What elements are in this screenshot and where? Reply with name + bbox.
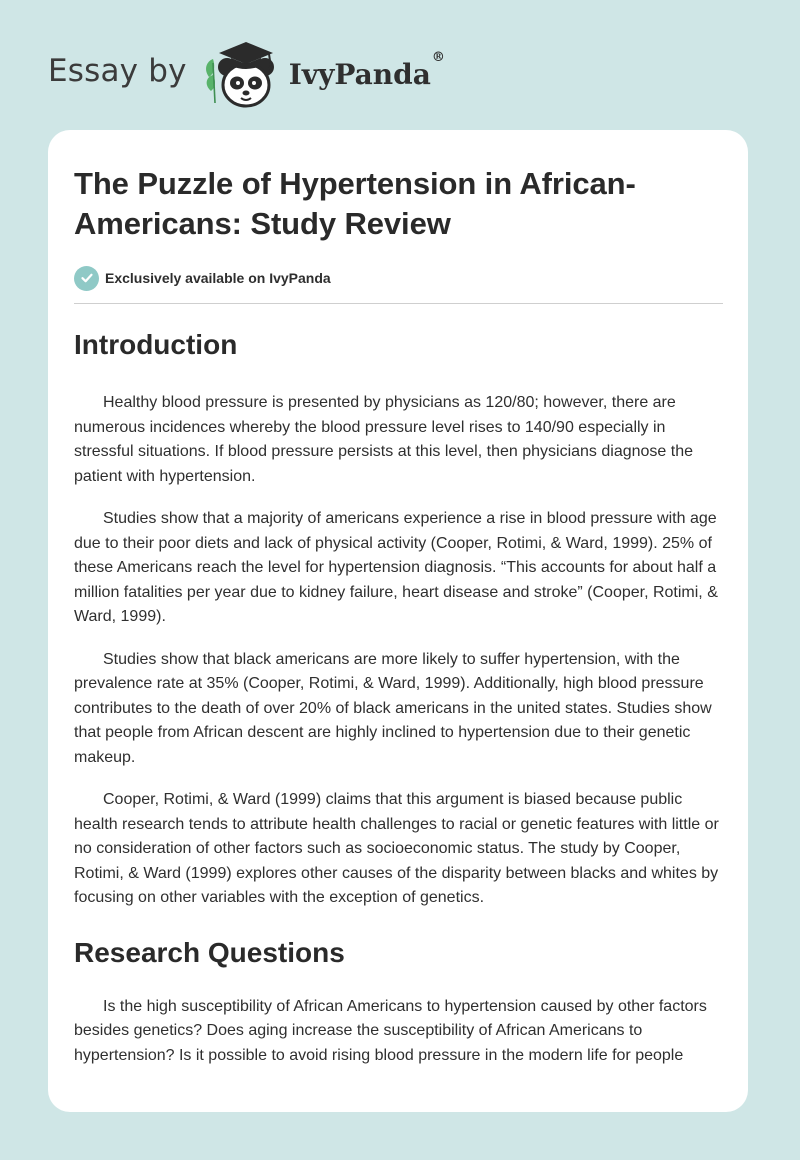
panda-logo-icon[interactable] <box>201 33 285 113</box>
paragraph: Healthy blood pressure is presented by physicians as 120/80; however, there are numerous incidences whereby the blood pressure level rises to 140/90 especially in stressful situations. If blood pressure persists at this level, then physicians diagnose the patient with hypertension. <box>74 394 693 485</box>
section-heading-research-questions: Research Questions <box>74 936 345 968</box>
essay-by-label: Essay by <box>48 53 187 89</box>
title-divider <box>74 303 723 304</box>
registered-mark: ® <box>431 50 445 66</box>
brand-name[interactable] <box>288 50 445 91</box>
paragraph: Studies show that black americans are more likely to suffer hypertension, with the prevalence rate at 35% (Cooper, Rotimi, & Ward, 1999). Additionally, high blood pressure contributes to the death of over 20% of black americans in the united states. Studies show that people from African descent are highly inclined to hypertension due to their genetic makeup. <box>74 650 712 766</box>
paragraph: Cooper, Rotimi, & Ward (1999) claims that this argument is biased because public health research tends to attribute health challenges to racial or genetic features with little or no consideration of other factors such as socioeconomic status. The study by Cooper, Rotimi, & Ward (1999) explores other causes of the disparity between blacks and whites by focusing on other variables with the exception of genetics. <box>74 791 719 906</box>
brand-name-text: IvyPanda <box>288 57 431 91</box>
article-card <box>48 130 748 1112</box>
exclusive-badge <box>74 264 722 292</box>
paragraph: Studies show that a majority of americans experience a rise in blood pressure with age due to their poor diets and lack of physical activity (Cooper, Rotimi, & Ward, 1999). 25% of these Americans reach the level for hypertension diagnosis. “This accounts for about half a million fatalities per year due to kidney failure, heart disease and stroke” (Cooper, Rotimi, & Ward, 1999). <box>74 510 718 625</box>
site-header <box>48 34 445 114</box>
check-circle-icon <box>74 266 99 291</box>
section-heading-introduction: Introduction <box>74 329 238 360</box>
article-title: The Puzzle of Hypertension in African-Americans: Study Review <box>74 166 636 241</box>
exclusive-label: Exclusively available on IvyPanda <box>105 270 331 286</box>
paragraph: Is the high susceptibility of African Americans to hypertension caused by other factors besides genetics? Does aging increase the susceptibility of African Americans to hypertension? Is it possible to avoid rising blood pressure in the modern life for people <box>74 997 707 1064</box>
